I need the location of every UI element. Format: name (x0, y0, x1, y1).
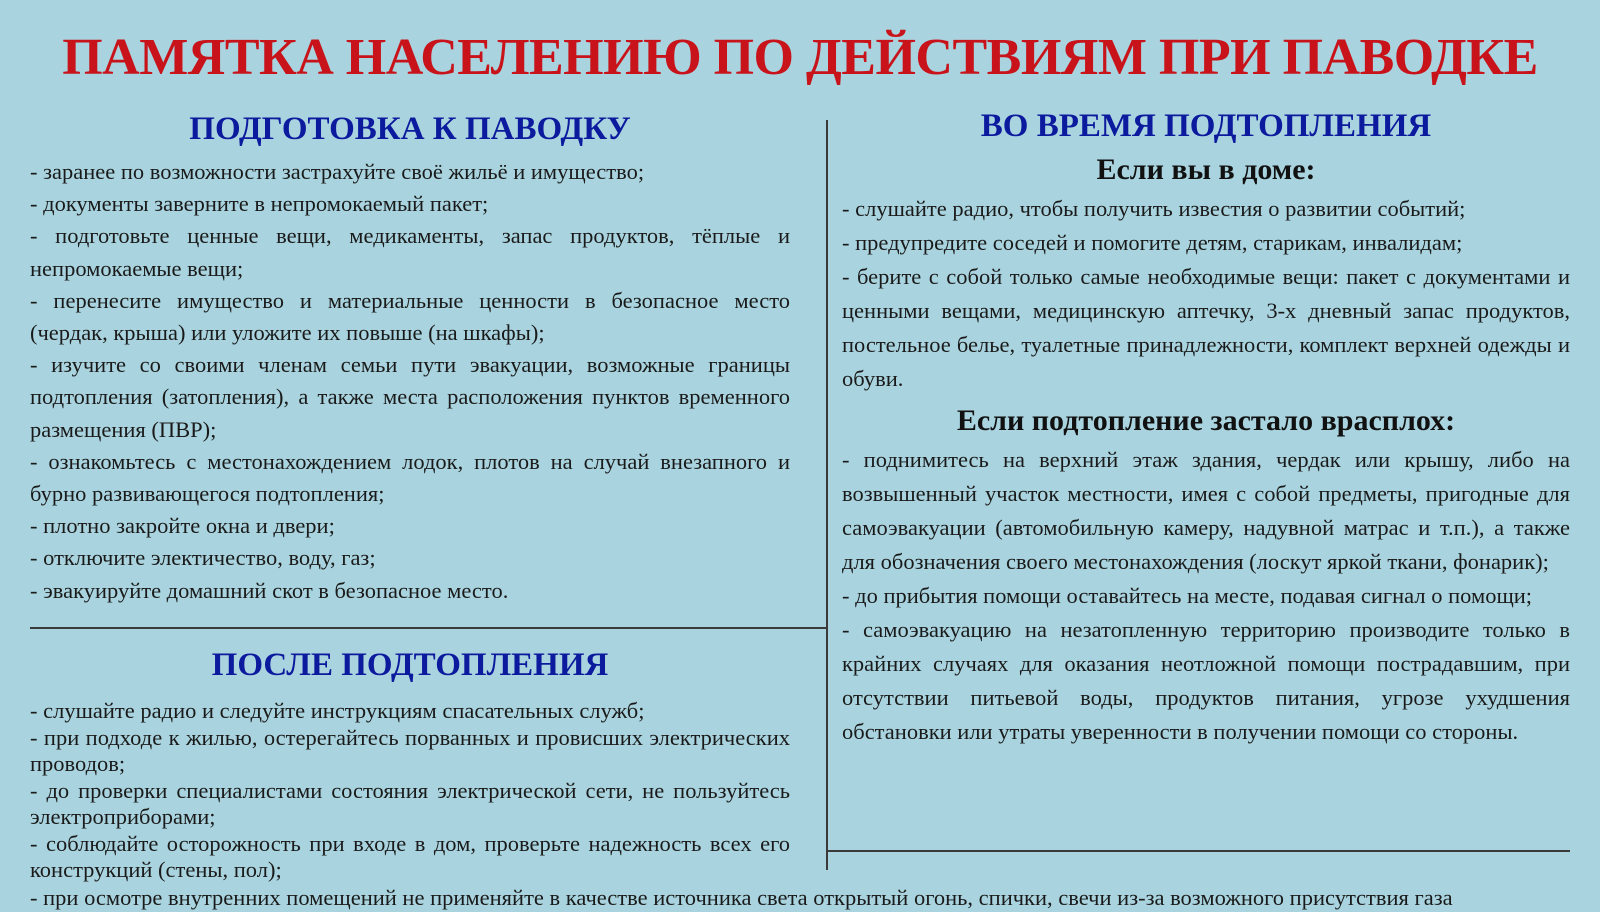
at-home-item: - слушайте радио, чтобы получить известия о развитии событий; (842, 196, 1466, 221)
preparation-item: - плотно закройте окна и двери; (30, 513, 335, 539)
after-item: - слушайте радио и следуйте инструкциям спасательных служб; (30, 698, 645, 723)
left-section-divider (30, 627, 827, 629)
preparation-item: - заранее по возможности застрахуйте своё жильё и имущество; (30, 159, 645, 184)
after-item: - соблюдайте осторожность при входе в дом, проверьте надежность всех его конструкций (стены, пол); (30, 830, 790, 882)
preparation-item: - подготовьте ценные вещи, медикаменты, запас продуктов, тёплые и непромокаемые вещи; (30, 223, 790, 281)
preparation-item: - перенесите имущество и материальные ценности в безопасное место (чердак, крыша) или уложите их повыше (на шкафы); (30, 287, 790, 346)
caught-heading: Если подтопление застало врасплох: (956, 404, 1456, 437)
during-heading: ВО ВРЕМЯ ПОДТОПЛЕНИЯ (980, 108, 1432, 144)
poster-title: ПАМЯТКА НАСЕЛЕНИЮ ПО ДЕЙСТВИЯМ ПРИ ПАВОДКЕ (62, 29, 1538, 86)
caught-item: - самоэвакуацию на незатопленную территорию производите только в крайних случаях для оказания неотложной помощи пострадавшим, при отсутствии питьевой воды, продуктов питания, угрозе ухудшения обстановки или утраты уверенности в получении помощи со стороны. (842, 617, 1570, 744)
at-home-item: - предупредите соседей и помогите детям, старикам, инвалидам; (842, 230, 1463, 255)
right-section-divider (826, 850, 1570, 852)
preparation-item: - эвакуируйте домашний скот в безопасное место. (30, 577, 509, 603)
after-list (30, 698, 790, 884)
preparation-item: - изучите со своими членам семьи пути эвакуации, возможные границы подтопления (затопления), а также места расположения пунктов временного размещения (ПВР); (30, 352, 790, 442)
column-divider (826, 120, 828, 870)
preparation-item: - отключите электичество, воду, газ; (30, 545, 376, 571)
after-item: - до проверки специалистами состояния электрической сети, не пользуйтесь электроприборами; (30, 777, 790, 829)
caught-item: - поднимитесь на верхний этаж здания, чердак или крышу, либо на возвышенный участок местности, имея с собой предметы, пригодные для самоэвакуации (автомобильную камеру, надувной матрас и т.п.), а также для обозначения своего местонахождения (лоскут яркой ткани, фонарик); (842, 447, 1570, 574)
after-item: - при подходе к жилью, остерегайтесь порванных и провисших электрических проводов; (30, 724, 790, 776)
cutoff-text-line: - при осмотре внутренних помещений не применяйте в качестве источника света открытый огонь, спички, свечи из-за возможного присутствия газа (30, 885, 1453, 910)
preparation-item: - документы заверните в непромокаемый пакет; (30, 191, 489, 217)
caught-item: - до прибытия помощи оставайтесь на месте, подавая сигнал о помощи; (842, 583, 1533, 608)
preparation-list (30, 156, 790, 607)
at-home-item: - берите с собой только самые необходимые вещи: пакет с документами и ценными вещами, медицинскую аптечку, 3-х дневный запас продуктов, постельное белье, туалетные принадлежности, комплект верхней одежды и обуви. (842, 264, 1570, 391)
at-home-list (842, 192, 1570, 396)
after-heading: ПОСЛЕ ПОДТОПЛЕНИЯ (211, 647, 609, 683)
at-home-heading: Если вы в доме: (1096, 153, 1316, 186)
preparation-heading: ПОДГОТОВКА К ПАВОДКУ (189, 111, 631, 147)
caught-list (842, 443, 1570, 749)
preparation-item: - ознакомьтесь с местонахождением лодок, плотов на случай внезапного и бурно развивающегося подтопления; (30, 448, 790, 507)
